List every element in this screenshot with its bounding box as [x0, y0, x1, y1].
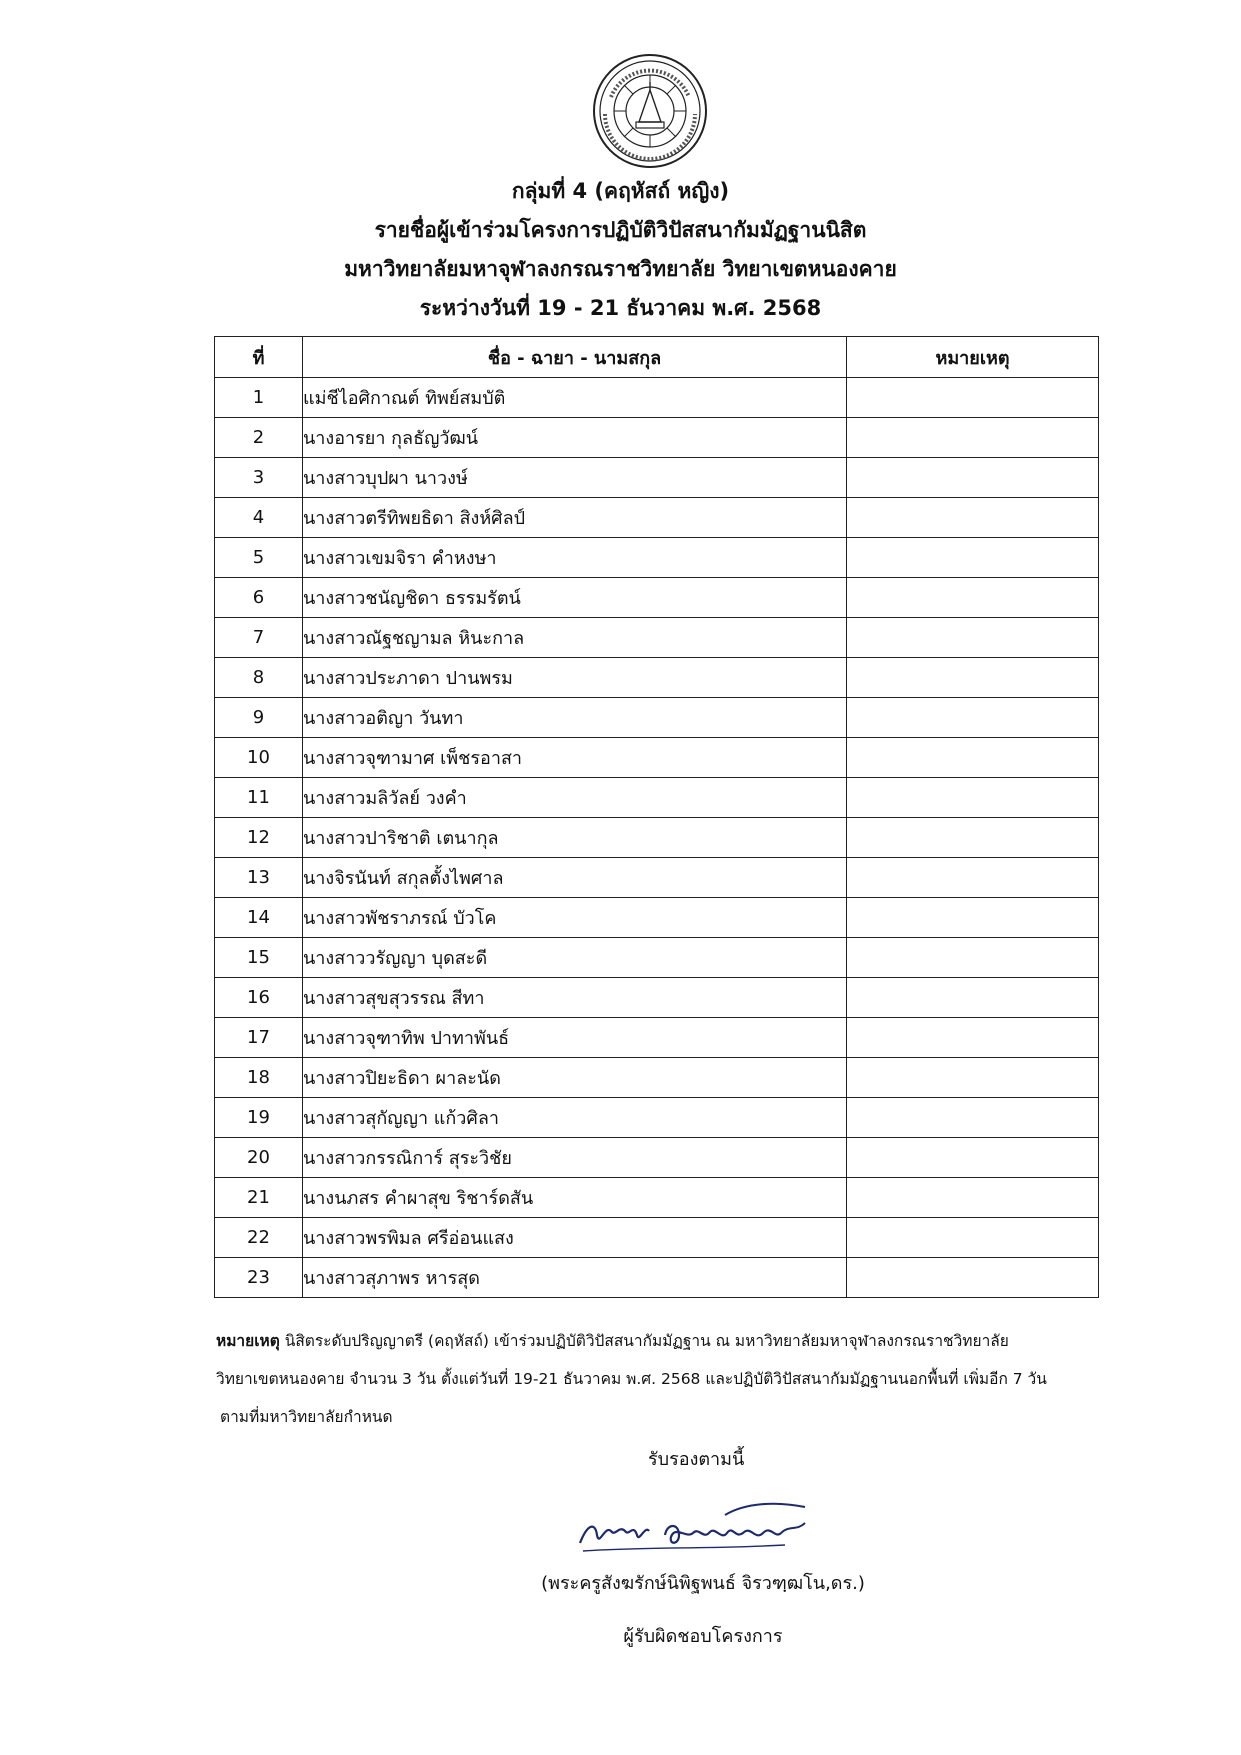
cell-no: 8 [215, 658, 303, 698]
table-row [215, 578, 1099, 618]
cell-name: นางสาวตรีทิพยธิดา สิงห์ศิลป์ [303, 498, 847, 538]
cell-name: นางสาวจุฑาทิพ ปาทาพันธ์ [303, 1018, 847, 1058]
cell-note [847, 858, 1099, 898]
cell-note [847, 818, 1099, 858]
cell-name: นางสาวมลิวัลย์ วงคำ [303, 778, 847, 818]
table-row [215, 898, 1099, 938]
cell-no: 17 [215, 1018, 303, 1058]
table-row [215, 818, 1099, 858]
table-body [215, 378, 1099, 1298]
table-row [215, 778, 1099, 818]
cell-name: นางสาวพรพิมล ศรีอ่อนแสง [303, 1218, 847, 1258]
cell-name: นางสาวกรรณิการ์ สุระวิชัย [303, 1138, 847, 1178]
cell-note [847, 1018, 1099, 1058]
cell-name: นางสาวพัชราภรณ์ บัวโค [303, 898, 847, 938]
table-row [215, 418, 1099, 458]
remark-label: หมายเหตุ [216, 1332, 280, 1350]
institution-name: มหาวิทยาลัยมหาจุฬาลงกรณราชวิทยาลัย วิทยาเขตหนองคาย [344, 257, 897, 281]
table-row [215, 1018, 1099, 1058]
table-row [215, 1258, 1099, 1298]
header-no: ที่ [215, 337, 303, 378]
table-row [215, 538, 1099, 578]
cell-no: 3 [215, 458, 303, 498]
cell-note [847, 898, 1099, 938]
cell-no: 21 [215, 1178, 303, 1218]
cell-name: นางสาวเขมจิรา คำหงษา [303, 538, 847, 578]
cell-note [847, 618, 1099, 658]
cell-name: นางสาวบุปผา นาวงษ์ [303, 458, 847, 498]
table-row [215, 978, 1099, 1018]
date-range: ระหว่างวันที่ 19 - 21 ธันวาคม พ.ศ. 2568 [419, 296, 822, 320]
table-row [215, 378, 1099, 418]
header-note: หมายเหตุ [847, 337, 1099, 378]
remark-text-1: นิสิตระดับปริญญาตรี (คฤหัสถ์) เข้าร่วมปฏิบัติวิปัสสนากัมมัฏฐาน ณ มหาวิทยาลัยมหาจุฬาลงกรณราชวิทยาลัย [279, 1332, 1009, 1350]
cell-name: นางสาวชนัญชิดา ธรรมรัตน์ [303, 578, 847, 618]
handwritten-signature-icon [575, 1495, 835, 1565]
cell-no: 23 [215, 1258, 303, 1298]
cell-no: 16 [215, 978, 303, 1018]
table-row [215, 738, 1099, 778]
university-seal-icon [591, 52, 709, 170]
cell-note [847, 418, 1099, 458]
cell-no: 2 [215, 418, 303, 458]
table-row [215, 1218, 1099, 1258]
table-row [215, 1058, 1099, 1098]
table-row [215, 1138, 1099, 1178]
cell-name: นางสาวประภาดา ปานพรม [303, 658, 847, 698]
cell-note [847, 1098, 1099, 1138]
cell-no: 18 [215, 1058, 303, 1098]
remark-line-2: วิทยาเขตหนองคาย จำนวน 3 วัน ตั้งแต่วันที่ 19-21 ธันวาคม พ.ศ. 2568 และปฏิบัติวิปัสสนากัมมัฏฐานนอกพื้นที่ เพิ่มอีก 7 วัน [216, 1370, 1047, 1388]
cell-no: 6 [215, 578, 303, 618]
cell-note [847, 538, 1099, 578]
cell-no: 10 [215, 738, 303, 778]
cell-no: 19 [215, 1098, 303, 1138]
signer-name: (พระครูสังฆรักษ์นิพิฐพนธ์ จิรวฑฺฒโน,ดร.) [541, 1573, 865, 1594]
table-row [215, 458, 1099, 498]
cell-name: นางสาวสุภาพร หารสุด [303, 1258, 847, 1298]
document-header [0, 172, 1241, 328]
cell-no: 12 [215, 818, 303, 858]
cell-name: นางสาวณัฐชญามล หินะกาล [303, 618, 847, 658]
table-header-row [215, 337, 1099, 378]
certify-text: รับรองตามนี้ [648, 1449, 745, 1470]
group-title: กลุ่มที่ 4 (คฤหัสถ์ หญิง) [511, 179, 730, 203]
cell-no: 14 [215, 898, 303, 938]
remark-block [216, 1322, 1096, 1436]
cell-note [847, 578, 1099, 618]
cell-no: 11 [215, 778, 303, 818]
cell-note [847, 778, 1099, 818]
cell-name: นางสาววรัญญา บุดสะดี [303, 938, 847, 978]
cell-note [847, 658, 1099, 698]
cell-no: 15 [215, 938, 303, 978]
cell-note [847, 1178, 1099, 1218]
cell-name: นางอารยา กุลธัญวัฒน์ [303, 418, 847, 458]
project-title: รายชื่อผู้เข้าร่วมโครงการปฏิบัติวิปัสสนากัมมัฏฐานนิสิต [374, 218, 867, 242]
cell-name: นางสาวปิยะธิดา ผาละนัด [303, 1058, 847, 1098]
cell-name: นางจิรนันท์ สกุลตั้งไพศาล [303, 858, 847, 898]
table-row [215, 658, 1099, 698]
cell-name: นางนภสร คำผาสุข ริชาร์ดสัน [303, 1178, 847, 1218]
cell-name: นางสาวอติญา วันทา [303, 698, 847, 738]
table-row [215, 1178, 1099, 1218]
participant-table [214, 336, 1099, 1298]
table-row [215, 938, 1099, 978]
cell-note [847, 1138, 1099, 1178]
cell-no: 7 [215, 618, 303, 658]
table-row [215, 858, 1099, 898]
cell-no: 1 [215, 378, 303, 418]
cell-name: นางสาวสุขสุวรรณ สีทา [303, 978, 847, 1018]
remark-line-1 [216, 1322, 1096, 1360]
cell-note [847, 498, 1099, 538]
cell-name: นางสาวปาริชาติ เตนากุล [303, 818, 847, 858]
remark-line-3: ตามที่มหาวิทยาลัยกำหนด [220, 1408, 393, 1426]
table-row [215, 1098, 1099, 1138]
cell-note [847, 738, 1099, 778]
cell-name: นางสาวจุฑามาศ เพ็ชรอาสา [303, 738, 847, 778]
cell-note [847, 978, 1099, 1018]
cell-note [847, 458, 1099, 498]
cell-note [847, 938, 1099, 978]
table-row [215, 618, 1099, 658]
cell-no: 9 [215, 698, 303, 738]
cell-name: นางสาวสุกัญญา แก้วศิลา [303, 1098, 847, 1138]
signer-role: ผู้รับผิดชอบโครงการ [623, 1626, 783, 1647]
cell-no: 22 [215, 1218, 303, 1258]
cell-note [847, 1058, 1099, 1098]
cell-note [847, 378, 1099, 418]
header-name: ชื่อ - ฉายา - นามสกุล [303, 337, 847, 378]
cell-no: 20 [215, 1138, 303, 1178]
cell-no: 13 [215, 858, 303, 898]
cell-note [847, 698, 1099, 738]
table-row [215, 498, 1099, 538]
cell-no: 5 [215, 538, 303, 578]
cell-no: 4 [215, 498, 303, 538]
cell-note [847, 1218, 1099, 1258]
cell-name: แม่ชีไอศิกาณต์ ทิพย์สมบัติ [303, 378, 847, 418]
table-row [215, 698, 1099, 738]
cell-note [847, 1258, 1099, 1298]
